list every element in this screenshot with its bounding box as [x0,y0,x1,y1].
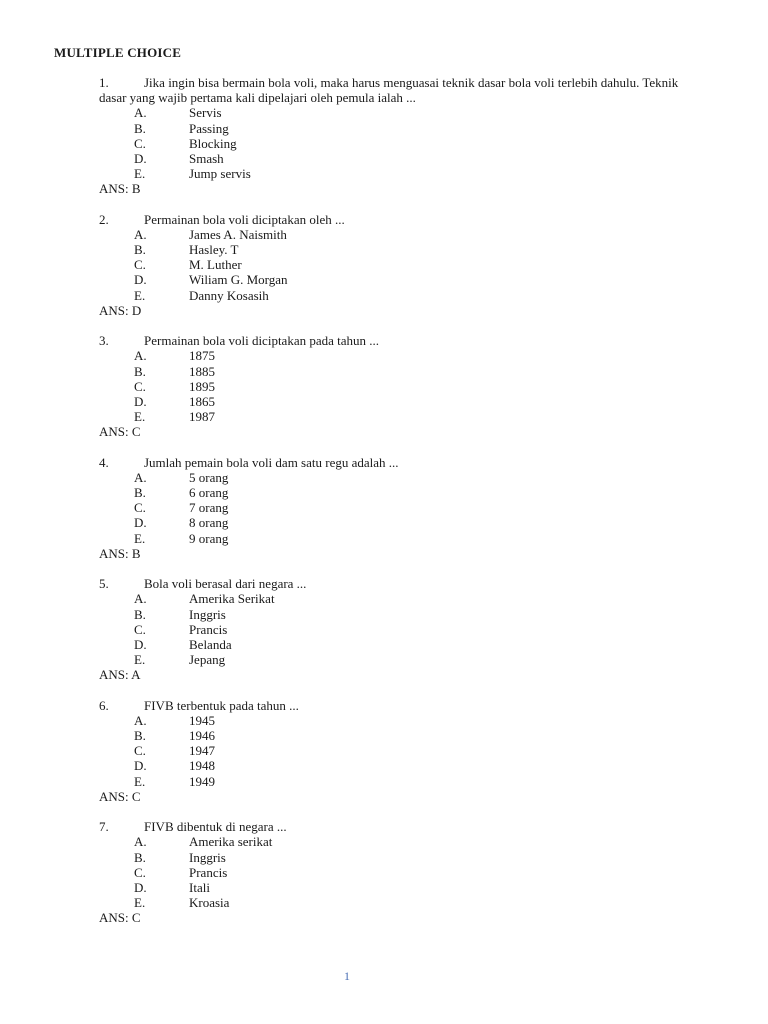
option-item [0,880,768,895]
option-text: 7 orang [189,500,229,516]
option-item [0,728,768,743]
option-text: Smash [189,150,224,166]
option-letter: E. [134,773,146,789]
option-letter: E. [134,409,146,425]
option-text: 1987 [189,409,215,425]
question-item [0,212,768,318]
question-text-block [0,333,768,348]
option-text: Itali [189,879,210,895]
option-text: 1948 [189,758,215,774]
option-text: Hasley. T [189,242,239,258]
option-letter: A. [134,226,147,242]
option-item [0,136,768,151]
option-text: 1865 [189,393,215,409]
answer-key: ANS: B [99,181,141,197]
option-letter: A. [134,834,147,850]
option-letter: D. [134,879,147,895]
option-letter: E. [134,530,146,546]
option-letter: D. [134,758,147,774]
option-letter: D. [134,515,147,531]
option-letter: B. [134,849,146,865]
option-letter: B. [134,606,146,622]
option-text: Amerika serikat [189,834,273,850]
option-item [0,105,768,120]
question-item [0,819,768,925]
question-text-block [0,698,768,713]
option-text: Blocking [189,135,237,151]
option-letter: D. [134,636,147,652]
question-number: 5. [99,576,109,592]
answer-key: ANS: C [99,424,141,440]
question-text: Jumlah pemain bola voli dam satu regu adalah ... [144,454,399,470]
option-letter: A. [134,591,147,607]
option-text: 1945 [189,712,215,728]
question-list [0,75,768,941]
option-text: Belanda [189,636,232,652]
option-text: Danny Kosasih [189,287,269,303]
option-item [0,758,768,773]
option-text: Inggris [189,606,226,622]
option-item [0,850,768,865]
option-letter: D. [134,150,147,166]
option-letter: B. [134,120,146,136]
question-item [0,75,768,197]
question-item [0,698,768,804]
answer-key: ANS: C [99,788,141,804]
option-letter: A. [134,469,147,485]
option-letter: A. [134,712,147,728]
option-text: Servis [189,105,222,121]
option-item [0,713,768,728]
option-letter: E. [134,652,146,668]
option-text: M. Luther [189,257,242,273]
question-item [0,455,768,561]
answer-key: ANS: C [99,910,141,926]
question-text: Jika ingin bisa bermain bola voli, maka harus menguasai teknik dasar bola voli terlebih dahulu. Teknik dasar yang wajib pertama kali dipelajari oleh pemula ialah ... [99,75,679,106]
option-item [0,500,768,515]
option-text: Jump servis [189,166,251,182]
question-text-block [0,75,679,105]
answer-key: ANS: D [99,302,142,318]
option-item [0,166,768,181]
option-text: 5 orang [189,469,229,485]
option-text: 1895 [189,378,215,394]
option-item [0,227,768,242]
option-text: James A. Naismith [189,226,287,242]
option-letter: C. [134,743,146,759]
question-number: 3. [99,333,109,349]
option-letter: C. [134,378,146,394]
option-letter: C. [134,257,146,273]
option-item [0,895,768,910]
option-item [0,515,768,530]
option-item [0,288,768,303]
option-letter: B. [134,363,146,379]
option-letter: A. [134,105,147,121]
option-text: 8 orang [189,515,229,531]
option-item [0,865,768,880]
option-text: 1885 [189,363,215,379]
option-letter: E. [134,287,146,303]
question-number: 6. [99,697,109,713]
option-text: 1875 [189,348,215,364]
question-number: 4. [99,454,109,470]
option-letter: B. [134,728,146,744]
option-text: Jepang [189,652,226,668]
option-text: Prancis [189,864,228,880]
option-text: 1946 [189,728,215,744]
option-text: 1947 [189,743,215,759]
option-letter: B. [134,242,146,258]
option-letter: C. [134,500,146,516]
option-item [0,743,768,758]
option-item [0,470,768,485]
question-text-block [0,819,768,834]
option-letter: C. [134,135,146,151]
option-letter: D. [134,393,147,409]
option-text: Inggris [189,849,226,865]
option-text: Passing [189,120,229,136]
option-text: Kroasia [189,895,230,911]
option-item [0,607,768,622]
option-letter: E. [134,895,146,911]
option-letter: D. [134,272,147,288]
option-item [0,652,768,667]
question-item [0,576,768,682]
answer-key: ANS: B [99,545,141,561]
option-letter: B. [134,485,146,501]
question-number: 7. [99,819,109,835]
question-text: Permainan bola voli diciptakan pada tahun ... [144,333,380,349]
question-text-block [0,455,768,470]
option-item [0,364,768,379]
option-item [0,242,768,257]
question-number: 1. [99,75,109,90]
question-item [0,333,768,439]
option-text: Prancis [189,621,228,637]
option-text: 9 orang [189,530,229,546]
option-text: Amerika Serikat [189,591,275,607]
page-title: MULTIPLE CHOICE [54,45,182,60]
option-letter: A. [134,348,147,364]
option-item [0,531,768,546]
option-item [0,272,768,287]
option-item [0,409,768,424]
option-item [0,151,768,166]
question-text: Bola voli berasal dari negara ... [144,576,307,592]
option-item [0,121,768,136]
option-item [0,348,768,363]
option-letter: C. [134,864,146,880]
option-text: 1949 [189,773,215,789]
question-text-block [0,212,768,227]
option-item [0,591,768,606]
answer-key: ANS: A [99,667,141,683]
option-item [0,774,768,789]
option-text: Wiliam G. Morgan [189,272,288,288]
option-letter: C. [134,621,146,637]
option-item [0,485,768,500]
question-text: FIVB terbentuk pada tahun ... [144,697,299,713]
question-number: 2. [99,211,109,227]
option-item [0,379,768,394]
option-item [0,834,768,849]
question-text: FIVB dibentuk di negara ... [144,819,287,835]
question-text-block [0,576,768,591]
option-letter: E. [134,166,146,182]
page-number: 1 [344,969,350,983]
question-text: Permainan bola voli diciptakan oleh ... [144,211,345,227]
option-item [0,622,768,637]
option-text: 6 orang [189,485,229,501]
option-item [0,394,768,409]
option-item [0,257,768,272]
option-item [0,637,768,652]
